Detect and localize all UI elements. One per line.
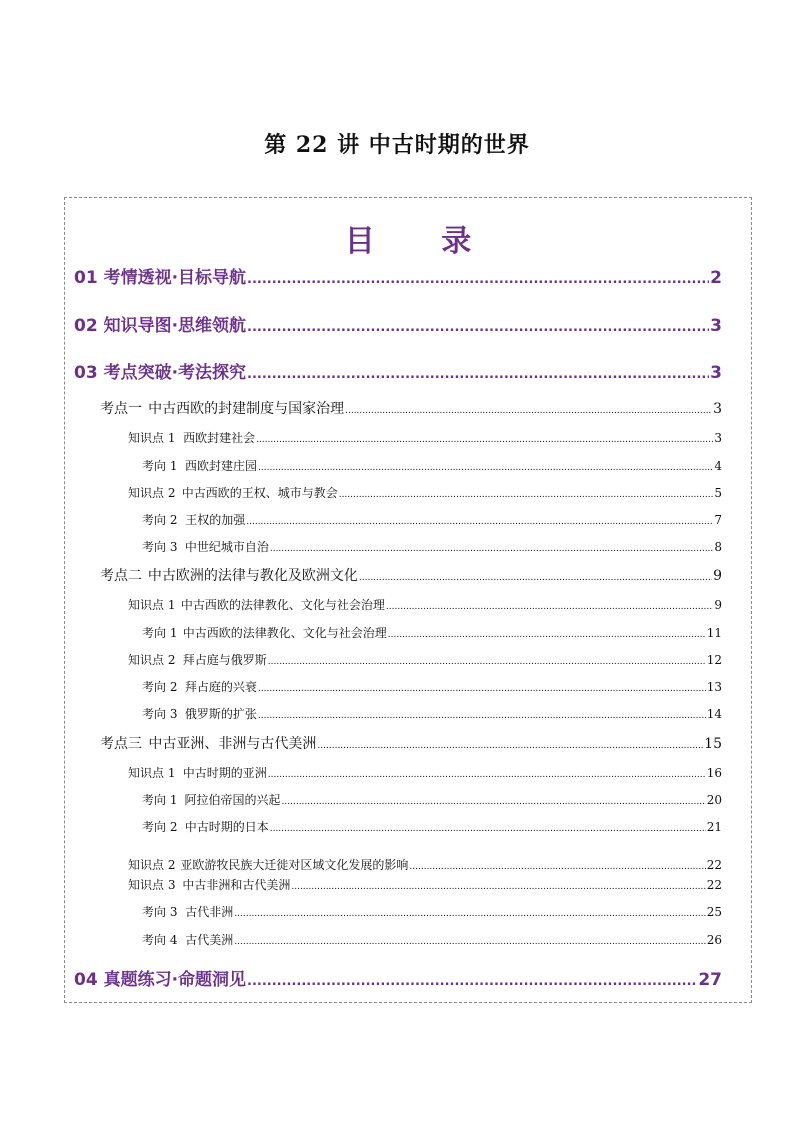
toc-exam-direction[interactable] — [142, 678, 722, 695]
toc-entry-prefix: 考向 2 — [142, 513, 178, 527]
toc-entry-text: 中古时期的亚洲 — [182, 766, 267, 780]
dot-leader — [247, 367, 709, 382]
toc-entry-prefix: 知识点 2 — [128, 486, 176, 500]
toc-exam-direction[interactable] — [142, 903, 722, 920]
dot-leader — [291, 882, 705, 892]
dot-leader — [247, 320, 709, 335]
dot-leader — [234, 937, 705, 947]
toc-entry-prefix: 考向 2 — [142, 820, 178, 834]
document-title: 第 22 讲 中古时期的世界 — [264, 132, 530, 158]
toc-section-04[interactable] — [74, 965, 722, 990]
toc-entry-prefix: 考向 3 — [142, 540, 178, 554]
toc-exam-direction[interactable] — [142, 511, 722, 528]
toc-knowledge-point[interactable] — [128, 856, 722, 873]
toc-entry-prefix: 考向 1 — [142, 459, 178, 473]
toc-page-number: 5 — [714, 486, 722, 500]
toc-page-number: 4 — [714, 459, 722, 473]
toc-entry-prefix: 考向 3 — [142, 905, 178, 919]
dot-leader — [409, 862, 705, 872]
toc-page-number: 25 — [706, 905, 722, 919]
toc-entry-text: 中古亚洲、非洲与古代美洲 — [148, 736, 317, 752]
toc-page-number: 3 — [710, 363, 722, 383]
toc-page-number: 16 — [706, 766, 722, 780]
toc-section-01[interactable] — [74, 263, 722, 288]
toc-entry-text: 俄罗斯的扩张 — [184, 707, 257, 721]
toc-entry-prefix: 知识点 1 — [128, 431, 176, 445]
toc-entry-text: 西欧封建社会 — [183, 431, 256, 445]
toc-entry-text: 中古西欧的法律教化、文化与社会治理 — [180, 598, 385, 612]
toc-entry-text: 古代非洲 — [185, 905, 234, 919]
toc-entry-prefix: 考点一 — [100, 401, 142, 417]
dot-leader — [268, 657, 706, 667]
toc-heading: 目 录 — [344, 224, 500, 259]
toc-section-02[interactable] — [74, 311, 722, 336]
toc-entry-prefix: 知识点 1 — [128, 766, 176, 780]
toc-page-number: 12 — [706, 653, 722, 667]
toc-exam-point-2[interactable] — [100, 565, 722, 585]
dot-leader — [258, 463, 713, 473]
toc-entry-text: 亚欧游牧民族大迁徙对区域文化发展的影响 — [180, 858, 409, 872]
toc-exam-point-1[interactable] — [100, 398, 722, 418]
toc-section-label: 01 考情透视·目标导航 — [74, 268, 247, 288]
toc-page-number: 27 — [698, 970, 722, 990]
toc-exam-direction[interactable] — [142, 538, 722, 555]
dot-leader — [268, 770, 706, 780]
toc-entry-prefix: 考点二 — [100, 568, 142, 584]
toc-page-number: 8 — [714, 540, 722, 554]
toc-knowledge-point[interactable] — [128, 876, 722, 893]
toc-entry-text: 中古非洲和古代美洲 — [182, 878, 291, 892]
toc-page-number: 3 — [714, 431, 722, 445]
toc-section-03[interactable] — [74, 358, 722, 383]
dot-leader — [247, 974, 697, 989]
toc-exam-direction[interactable] — [142, 705, 722, 722]
toc-knowledge-point[interactable] — [128, 651, 722, 668]
dot-leader — [258, 711, 706, 721]
toc-page-number: 26 — [706, 933, 722, 947]
toc-entry-text: 拜占庭的兴衰 — [184, 680, 257, 694]
dot-leader — [270, 544, 714, 554]
toc-entry-text: 拜占庭与俄罗斯 — [182, 653, 267, 667]
toc-page-number: 9 — [713, 568, 722, 584]
dot-leader — [256, 435, 713, 445]
toc-page-number: 3 — [710, 316, 722, 336]
toc-section-label: 03 考点突破·考法探究 — [74, 363, 247, 383]
toc-entry-text: 中古西欧的封建制度与国家治理 — [148, 401, 345, 417]
toc-exam-direction[interactable] — [142, 791, 722, 808]
toc-page-number: 9 — [714, 598, 722, 612]
toc-entry-prefix: 知识点 2 — [128, 858, 176, 872]
toc-exam-point-3[interactable] — [100, 733, 722, 753]
dot-leader — [234, 909, 705, 919]
toc-entry-prefix: 知识点 3 — [128, 878, 176, 892]
toc-entry-text: 古代美洲 — [185, 933, 234, 947]
toc-entry-prefix: 知识点 1 — [128, 598, 176, 612]
toc-entry-prefix: 知识点 2 — [128, 653, 176, 667]
toc-knowledge-point[interactable] — [128, 484, 722, 501]
toc-entry-prefix: 考向 3 — [142, 707, 178, 721]
toc-page-number: 3 — [713, 401, 722, 417]
toc-section-label: 02 知识导图·思维领航 — [74, 316, 247, 336]
toc-entry-prefix: 考向 1 — [142, 793, 178, 807]
toc-entry-text: 西欧封建庄园 — [185, 459, 258, 473]
toc-page-number: 2 — [710, 268, 722, 288]
dot-leader — [345, 406, 712, 416]
toc-page-number: 14 — [706, 707, 722, 721]
dot-leader — [258, 684, 706, 694]
toc-knowledge-point[interactable] — [128, 764, 722, 781]
dot-leader — [386, 602, 713, 612]
toc-entry-prefix: 考向 2 — [142, 680, 178, 694]
toc-entry-text: 中古西欧的法律教化、文化与社会治理 — [182, 626, 387, 640]
toc-entry-text: 王权的加强 — [185, 513, 246, 527]
toc-exam-direction[interactable] — [142, 818, 722, 835]
toc-entry-text: 中古欧洲的法律与教化及欧洲文化 — [147, 568, 358, 584]
toc-knowledge-point[interactable] — [128, 429, 722, 446]
toc-page-number: 13 — [706, 680, 722, 694]
dot-leader — [317, 741, 703, 751]
dot-leader — [282, 797, 706, 807]
dot-leader — [339, 490, 714, 500]
dot-leader — [388, 630, 706, 640]
toc-entry-prefix: 考向 4 — [142, 933, 178, 947]
toc-entry-text: 阿拉伯帝国的兴起 — [184, 793, 281, 807]
dot-leader — [359, 573, 712, 583]
toc-page-number: 15 — [704, 736, 722, 752]
toc-page-number: 21 — [706, 820, 722, 834]
toc-page-number: 22 — [706, 858, 722, 872]
dot-leader — [247, 272, 709, 287]
toc-exam-direction[interactable] — [142, 931, 722, 948]
toc-page-number: 20 — [706, 793, 722, 807]
toc-section-label: 04 真题练习·命题洞见 — [74, 970, 247, 990]
toc-page-number: 11 — [706, 626, 722, 640]
toc-page-number: 7 — [714, 513, 722, 527]
toc-exam-direction[interactable] — [142, 624, 722, 641]
dot-leader — [246, 517, 713, 527]
toc-entry-text: 中古时期的日本 — [184, 820, 269, 834]
toc-exam-direction[interactable] — [142, 457, 722, 474]
toc-page-number: 22 — [706, 878, 722, 892]
toc-knowledge-point[interactable] — [128, 596, 722, 613]
dot-leader — [270, 824, 706, 834]
toc-entry-prefix: 考向 1 — [142, 626, 178, 640]
toc-entry-text: 中古西欧的王权、城市与教会 — [181, 486, 338, 500]
toc-entry-text: 中世纪城市自治 — [184, 540, 269, 554]
toc-entry-prefix: 考点三 — [100, 736, 142, 752]
